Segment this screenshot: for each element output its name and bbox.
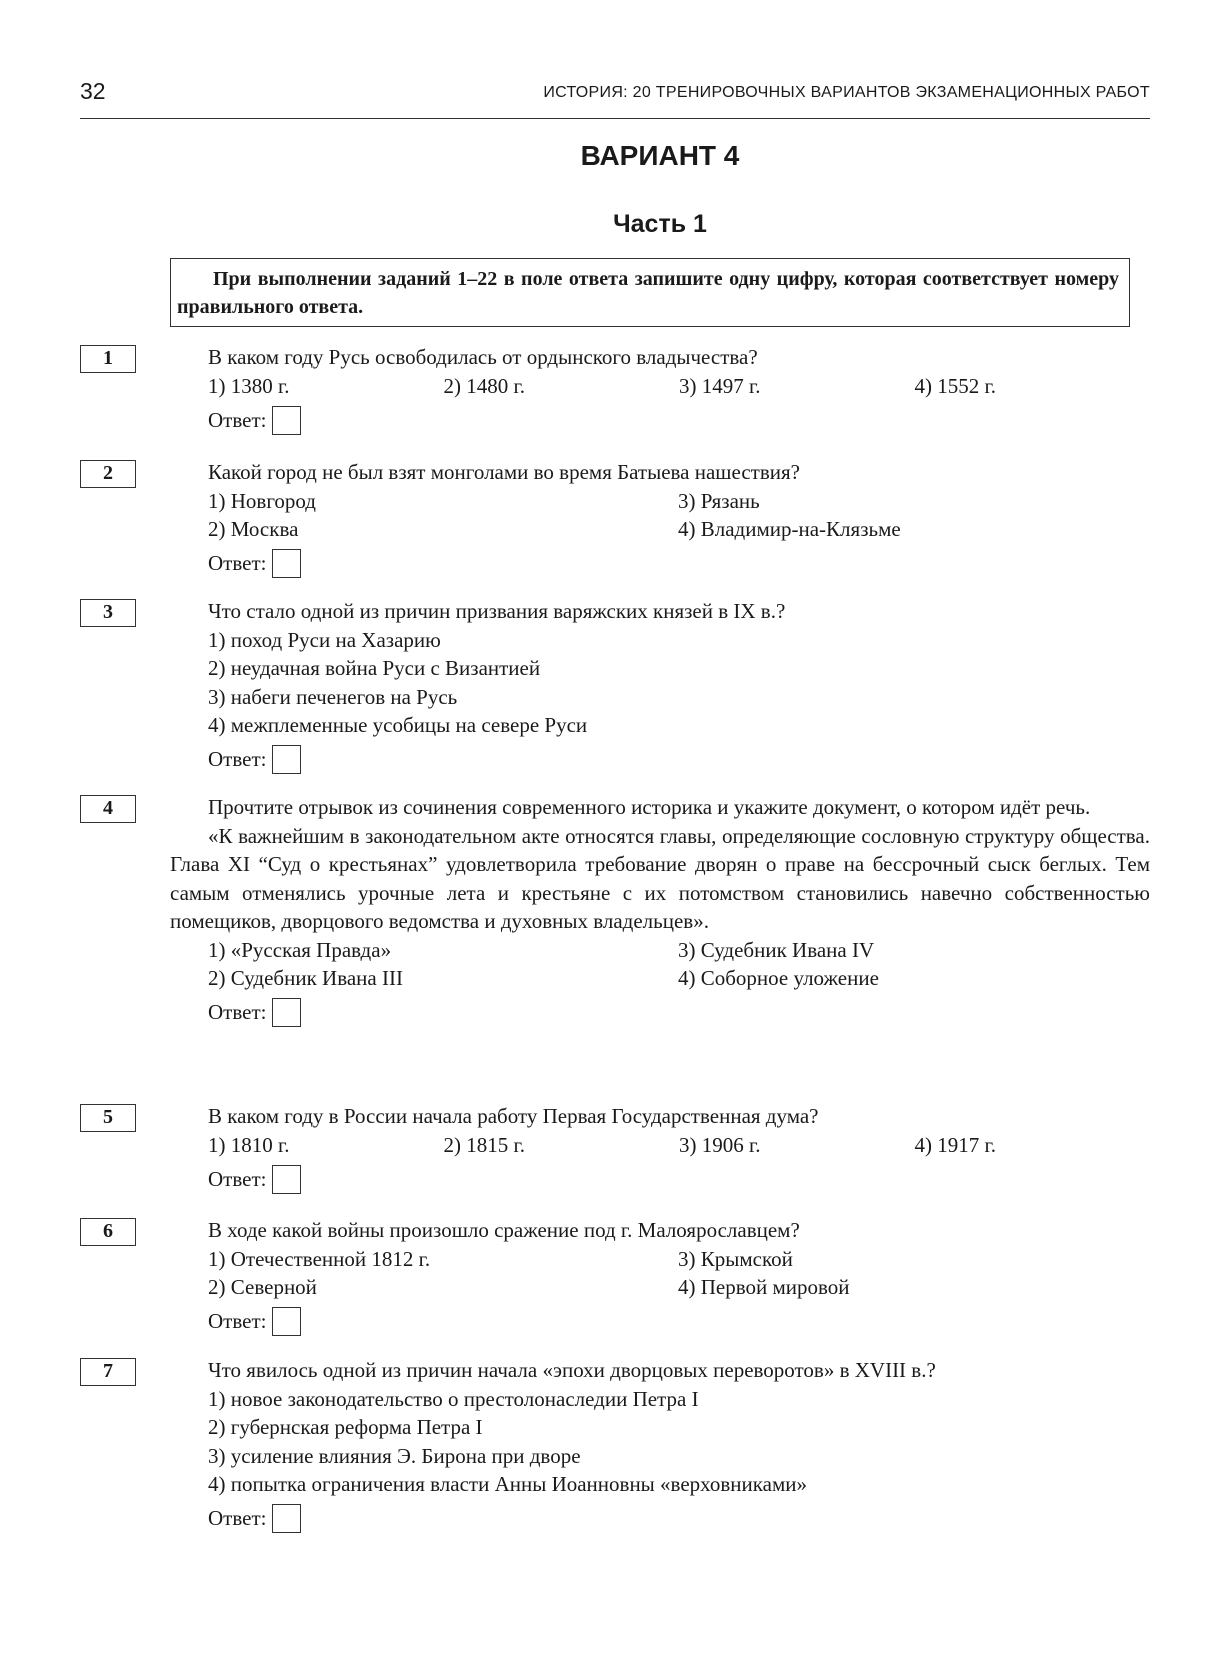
option: 3) усиление влияния Э. Бирона при дворе <box>208 1443 581 1468</box>
option: 4) Первой мировой <box>678 1275 850 1299</box>
option: 2) неудачная война Руси с Византией <box>208 656 541 680</box>
option: 2) Москва <box>208 517 299 541</box>
option: 1) Отечественной 1812 г. <box>208 1246 431 1271</box>
option: 1) 1380 г. <box>208 373 290 398</box>
quote-text: «К важнейшим в законодательном акте относятся главы, определяющие сословную структуру общества. Глава XI “Суд о крестьянах” удовлетворила требование дворян о праве на бессрочный сыск беглых. Тем самым отменялись урочные лета и крестьяне с их потомством становились навечно собственностью помещиков, дворцового ведомства и духовных владельцев». <box>170 823 1150 933</box>
options <box>208 936 1150 993</box>
options <box>208 1131 1150 1160</box>
option: 4) 1917 г. <box>914 1132 996 1157</box>
answer-box[interactable] <box>272 1165 301 1194</box>
option: 1) поход Руси на Хазарию <box>208 627 441 652</box>
task-number-box: 7 <box>80 1358 136 1386</box>
task-number-box: 4 <box>80 795 136 823</box>
options <box>208 1245 1150 1302</box>
option: 2) 1480 г. <box>443 373 525 398</box>
answer-row <box>208 744 1150 776</box>
option: 2) Судебник Ивана III <box>208 966 403 990</box>
task-3 <box>80 597 1150 776</box>
options <box>208 372 1150 401</box>
option: 3) Судебник Ивана IV <box>678 937 875 962</box>
option: 2) Северной <box>208 1275 317 1299</box>
answer-label: Ответ: <box>208 1309 267 1334</box>
answer-box[interactable] <box>272 406 301 435</box>
task-7 <box>80 1356 1150 1535</box>
option: 4) Соборное уложение <box>678 966 879 990</box>
answer-box[interactable] <box>272 1504 301 1533</box>
page-header <box>80 78 1150 119</box>
task-number-box: 6 <box>80 1218 136 1246</box>
answer-box[interactable] <box>272 998 301 1027</box>
answer-row <box>208 1163 1150 1195</box>
task-number-box: 5 <box>80 1104 136 1132</box>
answer-label: Ответ: <box>208 407 267 432</box>
question-text: Что явилось одной из причин начала «эпохи дворцовых переворотов» в XVIII в.? <box>208 1358 936 1382</box>
options <box>208 626 1150 740</box>
question-text: В каком году в России начала работу Первая Государственная дума? <box>208 1104 819 1128</box>
answer-label: Ответ: <box>208 1506 267 1531</box>
option: 1) 1810 г. <box>208 1132 290 1157</box>
question-text: Какой город не был взят монголами во время Батыева нашествия? <box>208 460 800 484</box>
option: 4) 1552 г. <box>914 373 996 398</box>
instruction-box: При выполнении заданий 1–22 в поле ответа запишите одну цифру, которая соответствует номеру правильного ответа. <box>170 258 1130 327</box>
option: 3) набеги печенегов на Русь <box>208 684 458 709</box>
option: 3) 1906 г. <box>679 1132 761 1157</box>
task-4 <box>80 793 1150 1029</box>
answer-box[interactable] <box>272 745 301 774</box>
option: 3) Рязань <box>678 488 760 513</box>
question-text: Что стало одной из причин призвания варяжских князей в IX в.? <box>208 599 786 623</box>
answer-box[interactable] <box>272 549 301 578</box>
task-number-box: 1 <box>80 345 136 373</box>
answer-row <box>208 404 1150 436</box>
variant-title: ВАРИАНТ 4 <box>580 140 740 171</box>
part-title: Часть 1 <box>613 210 707 238</box>
options <box>208 1385 1150 1499</box>
option: 1) «Русская Правда» <box>208 937 392 962</box>
task-1 <box>80 343 1150 436</box>
option: 4) попытка ограничения власти Анны Иоанновны «верховниками» <box>208 1472 807 1496</box>
answer-row <box>208 1503 1150 1535</box>
answer-label: Ответ: <box>208 1166 267 1191</box>
task-2 <box>80 458 1150 580</box>
task-number-box: 2 <box>80 460 136 488</box>
answer-row <box>208 997 1150 1029</box>
option: 1) Новгород <box>208 488 316 513</box>
question-text: Прочтите отрывок из сочинения современного историка и укажите документ, о котором идёт речь. <box>208 795 1091 819</box>
running-title: ИСТОРИЯ: 20 ТРЕНИРОВОЧНЫХ ВАРИАНТОВ ЭКЗАМЕНАЦИОННЫХ РАБОТ <box>543 84 1150 101</box>
task-5 <box>80 1102 1150 1195</box>
page-number: 32 <box>80 78 106 104</box>
answer-label: Ответ: <box>208 747 267 772</box>
answer-row <box>208 548 1150 580</box>
answer-label: Ответ: <box>208 551 267 576</box>
option: 1) новое законодательство о престолонаследии Петра I <box>208 1386 699 1411</box>
options <box>208 487 1150 544</box>
task-number-box: 3 <box>80 599 136 627</box>
option: 3) 1497 г. <box>679 373 761 398</box>
question-text: В ходе какой войны произошло сражение под г. Малоярославцем? <box>208 1218 800 1242</box>
answer-label: Ответ: <box>208 1000 267 1025</box>
option: 2) 1815 г. <box>443 1132 525 1157</box>
option: 4) Владимир-на-Клязьме <box>678 517 901 541</box>
task-6 <box>80 1216 1150 1338</box>
option: 2) губернская реформа Петра I <box>208 1415 483 1439</box>
answer-row <box>208 1306 1150 1338</box>
answer-box[interactable] <box>272 1307 301 1336</box>
option: 4) межплеменные усобицы на севере Руси <box>208 713 588 737</box>
option: 3) Крымской <box>678 1246 793 1271</box>
question-text: В каком году Русь освободилась от ордынского владычества? <box>208 345 758 369</box>
